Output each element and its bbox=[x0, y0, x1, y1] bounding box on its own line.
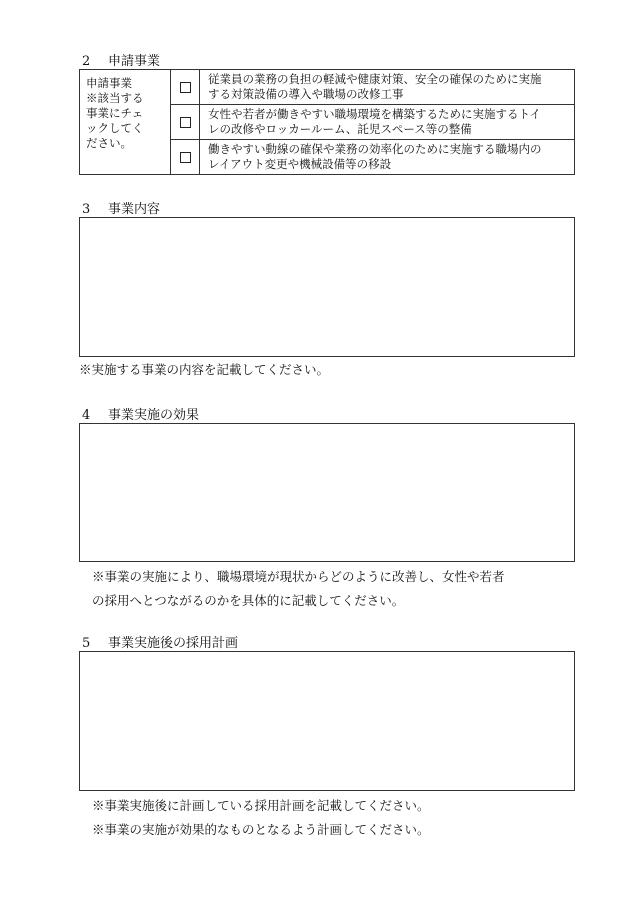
label-line: 事業にチェ bbox=[86, 106, 144, 120]
section-2-heading bbox=[82, 50, 160, 69]
option-1-line-1: 従業員の業務の負担の軽減や健康対策、安全の確保のために実施 bbox=[208, 72, 542, 86]
section-4-heading bbox=[82, 404, 199, 423]
section-4-note-line-2: の採用へとつながるのかを具体的に記載してください。 bbox=[92, 593, 405, 608]
section-4-title: 事業実施の効果 bbox=[108, 408, 200, 423]
section-3-note: ※実施する事業の内容を記載してください。 bbox=[79, 362, 330, 377]
check-cell-2 bbox=[171, 105, 200, 140]
option-3-line-2: レイアウト変更や機械設備等の移設 bbox=[208, 157, 392, 171]
checkbox-option-3[interactable] bbox=[180, 152, 191, 163]
section-5-title: 事業実施後の採用計画 bbox=[108, 636, 239, 651]
option-2-line-1: 女性や若者が働きやすい職場環境を構築するために実施するトイ bbox=[208, 107, 541, 121]
business-effect-input-box[interactable] bbox=[79, 423, 575, 562]
section-3-title: 事業内容 bbox=[108, 202, 161, 217]
section-5-note-line-2: ※事業の実施が効果的なものとなるよう計画してください。 bbox=[92, 822, 430, 837]
label-line: ※該当する bbox=[86, 91, 144, 105]
section-3-number: 3 bbox=[82, 202, 91, 217]
section-5-number: 5 bbox=[82, 636, 91, 651]
option-3-line-1: 働きやすい動線の確保や業務の効率化のために実施する職場内の bbox=[208, 142, 542, 156]
option-1-line-2: する対策設備の導入や職場の改修工事 bbox=[208, 87, 404, 101]
check-cell-1 bbox=[171, 70, 200, 105]
application-label-cell bbox=[80, 70, 171, 175]
check-cell-3 bbox=[171, 140, 200, 175]
label-line: ださい。 bbox=[86, 136, 132, 150]
label-line: 申請事業 bbox=[86, 76, 132, 90]
section-5-heading bbox=[82, 632, 238, 651]
hiring-plan-input-box[interactable] bbox=[79, 651, 575, 791]
business-content-input-box[interactable] bbox=[79, 217, 575, 357]
application-type-table bbox=[79, 69, 575, 175]
option-1-description bbox=[200, 70, 575, 105]
section-2-number: 2 bbox=[82, 54, 91, 69]
section-3-heading bbox=[82, 198, 160, 217]
option-2-description bbox=[200, 105, 575, 140]
checkbox-option-1[interactable] bbox=[180, 82, 191, 93]
checkbox-option-2[interactable] bbox=[180, 117, 191, 128]
section-5-note-line-1: ※事業実施後に計画している採用計画を記載してください。 bbox=[92, 798, 430, 813]
section-4-note-line-1: ※事業の実施により、職場環境が現状からどのように改善し、女性や若者 bbox=[92, 569, 505, 584]
label-line: ックしてく bbox=[86, 121, 144, 135]
option-2-line-2: レの改修やロッカールーム、託児スペース等の整備 bbox=[208, 122, 472, 136]
section-2-title: 申請事業 bbox=[108, 54, 161, 69]
option-3-description bbox=[200, 140, 575, 175]
section-4-number: 4 bbox=[82, 408, 91, 423]
